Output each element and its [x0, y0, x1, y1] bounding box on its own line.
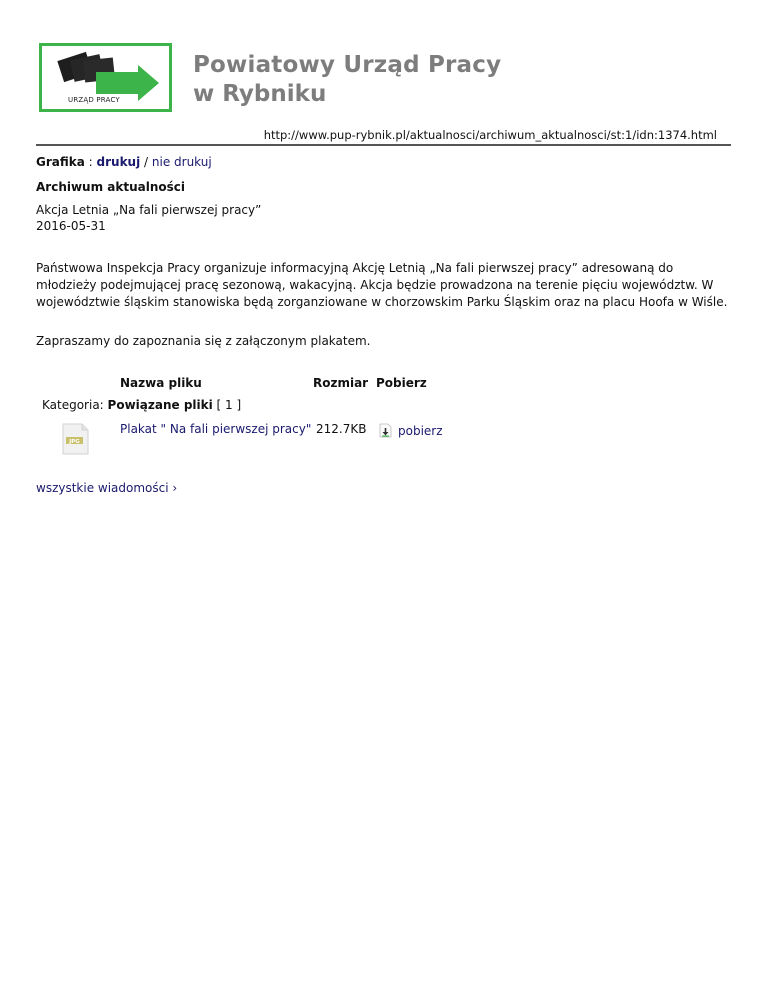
- logo[interactable]: [39, 43, 172, 112]
- print-link[interactable]: drukuj: [96, 155, 141, 169]
- article-body: Państwowa Inspekcja Pracy organizuje informacyjną Akcję Letnią „Na fali pierwszej pracy” adresowaną do młodzieży podejmującej pracę sezonową, wakacyjną. Akcja będzie prowadzona na terenie pięciu województw. W województwie śląskim stanowiska będą zorganziowane w chorzowskim Parku Śląskim oraz na placu Hoofa w Wiśle.: [36, 261, 728, 309]
- print-toggle-label: Grafika: [36, 155, 85, 169]
- all-news-link[interactable]: wszystkie wiadomości ›: [36, 481, 178, 495]
- file-name-link[interactable]: Plakat " Na fali pierwszej pracy": [120, 422, 312, 436]
- category-count: [ 1 ]: [212, 398, 242, 412]
- category-name: Powiązane pliki: [107, 398, 213, 412]
- print-toggle: [36, 155, 212, 169]
- logo-caption: URZĄD PRACY: [68, 96, 120, 104]
- file-size: 212.7KB: [316, 422, 367, 436]
- article-invite: Zapraszamy do zapoznania się z załączonym plakatem.: [36, 334, 371, 348]
- brand-title-line1: Powiatowy Urząd Pracy: [193, 52, 502, 78]
- article-title: Akcja Letnia „Na fali pierwszej pracy”: [36, 203, 262, 217]
- brand-title-line2: w Rybniku: [193, 81, 327, 107]
- file-category: [42, 398, 241, 412]
- download-icon[interactable]: [379, 423, 392, 438]
- jpg-icon-label: JPG: [69, 439, 80, 445]
- print-toggle-slash: /: [140, 155, 152, 169]
- header-file-size: Rozmiar: [313, 376, 369, 390]
- section-title: Archiwum aktualności: [36, 180, 186, 194]
- header-divider: [36, 144, 731, 146]
- download-link[interactable]: pobierz: [398, 424, 443, 438]
- page-url: http://www.pup-rybnik.pl/aktualnosci/archiwum_aktualnosci/st:1/idn:1374.html: [263, 128, 717, 142]
- category-prefix: Kategoria:: [42, 398, 108, 412]
- article-date: 2016-05-31: [36, 219, 106, 233]
- header-file-name: Nazwa pliku: [120, 376, 202, 390]
- print-toggle-sep: :: [84, 155, 97, 169]
- jpg-file-icon: [61, 423, 90, 455]
- header-download: Pobierz: [376, 376, 427, 390]
- no-print-link[interactable]: nie drukuj: [151, 155, 212, 169]
